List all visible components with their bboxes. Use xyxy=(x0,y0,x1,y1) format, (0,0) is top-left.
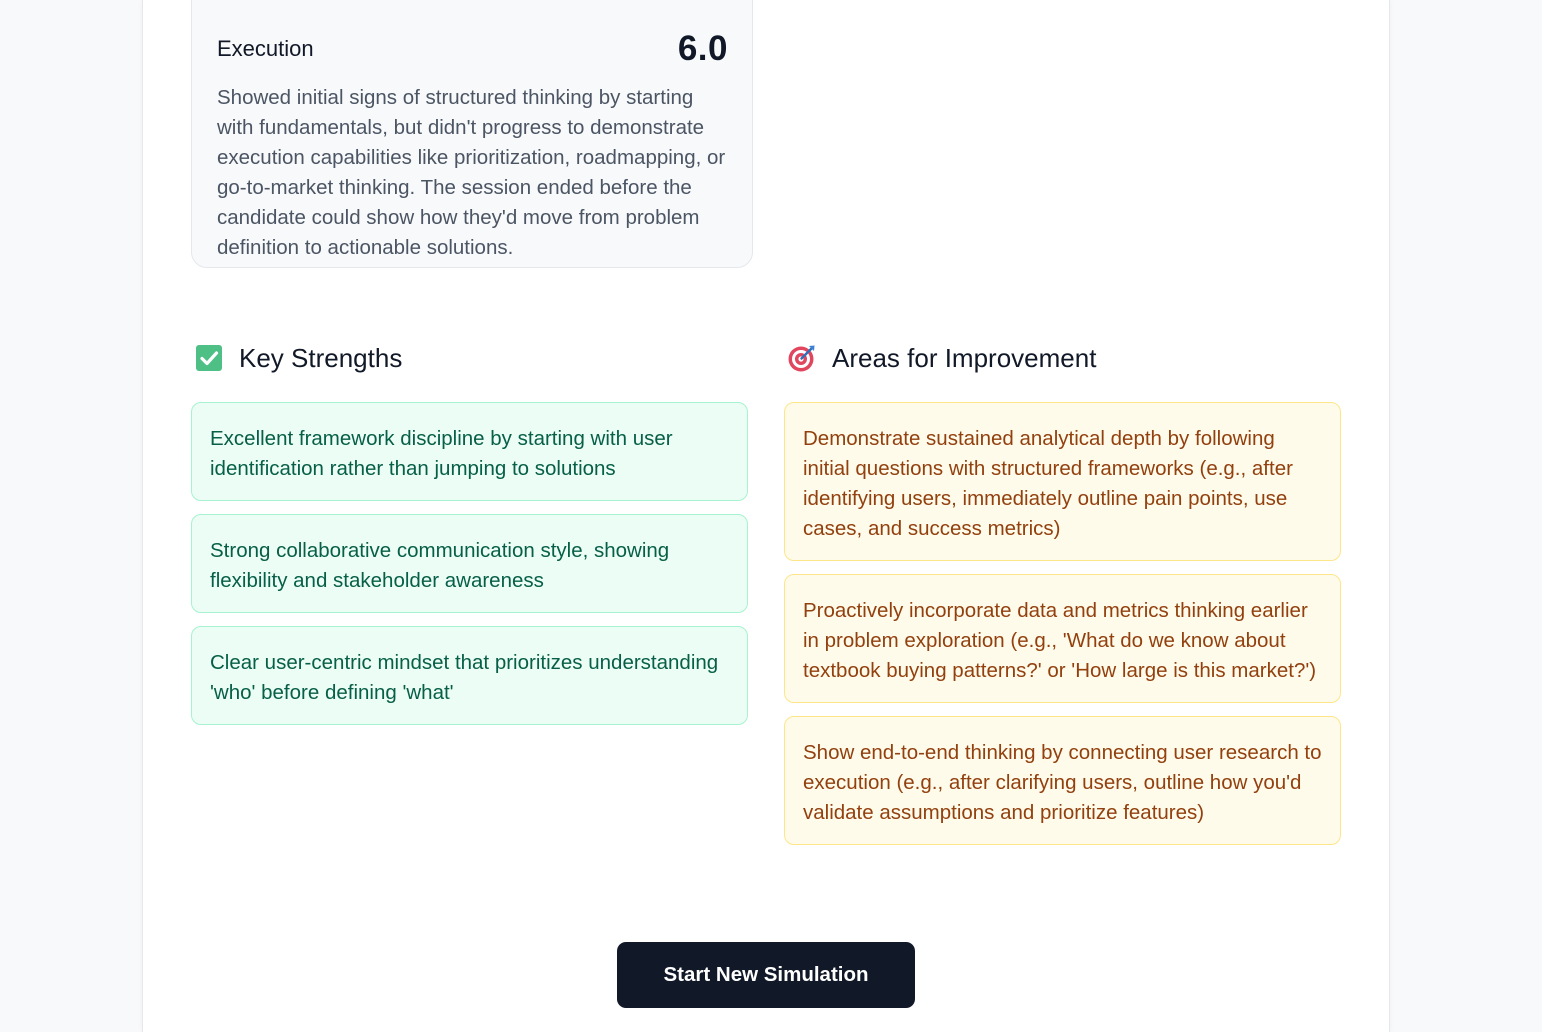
strength-text: Excellent framework discipline by starting with user identification rather than jumping to solutions xyxy=(210,427,673,480)
strength-text: Clear user-centric mindset that prioritizes understanding 'who' before defining 'what' xyxy=(210,651,719,704)
improvement-text: Proactively incorporate data and metrics thinking earlier in problem exploration (e.g., 'What do we know about textbook buying patterns?' or 'How large is this market?') xyxy=(803,599,1317,682)
key-strengths-title: Key Strengths xyxy=(239,342,403,373)
improvement-item xyxy=(784,402,1341,561)
strength-text: Strong collaborative communication style, showing flexibility and stakeholder awareness xyxy=(210,539,670,592)
improvement-item xyxy=(784,716,1341,845)
start-new-simulation-button[interactable]: Start New Simulation xyxy=(617,942,915,1008)
areas-for-improvement-header xyxy=(784,340,1341,376)
improvement-text: Show end-to-end thinking by connecting user research to execution (e.g., after clarifying users, outline how you'd validate assumptions and prioritize features) xyxy=(803,741,1322,824)
score-value: 6.0 xyxy=(677,29,728,68)
strength-item xyxy=(191,402,748,501)
execution-score-card xyxy=(191,0,753,268)
check-square-icon xyxy=(191,340,227,376)
strength-item xyxy=(191,626,748,725)
score-card-title: Execution xyxy=(217,36,314,61)
results-panel xyxy=(142,0,1390,1032)
areas-for-improvement-title: Areas for Improvement xyxy=(832,342,1097,373)
score-card-header xyxy=(217,29,728,69)
target-icon xyxy=(784,340,820,376)
score-description: Showed initial signs of structured thinking by starting with fundamentals, but didn't progress to demonstrate execution capabilities like prioritization, roadmapping, or go-to-market thinking. The session ended before the candidate could show how they'd move from problem definition to actionable solutions. xyxy=(217,86,726,259)
improvement-text: Demonstrate sustained analytical depth by following initial questions with structured frameworks (e.g., after identifying users, immediately outline pain points, use cases, and success metrics) xyxy=(803,427,1293,540)
areas-for-improvement-section xyxy=(784,340,1341,858)
improvement-item xyxy=(784,574,1341,703)
key-strengths-header xyxy=(191,340,748,376)
key-strengths-section xyxy=(191,340,748,738)
strength-item xyxy=(191,514,748,613)
